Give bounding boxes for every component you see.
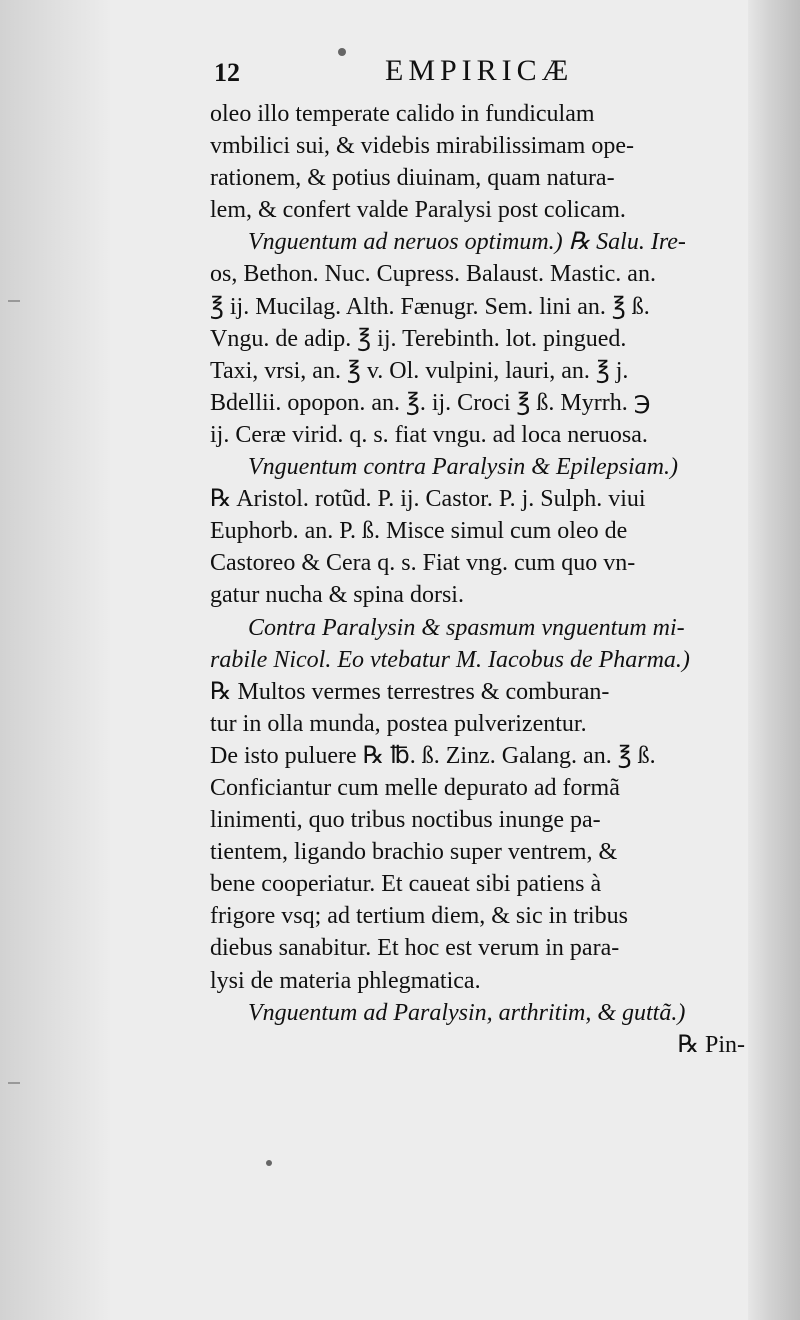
text-line: De isto puluere ℞ ℔. ß. Zinz. Galang. an. ℥ ß. <box>210 742 656 769</box>
text-line: oleo illo temperate calido in fundiculam <box>210 101 595 127</box>
text-line: Conficiantur cum melle depurato ad formã <box>210 774 620 801</box>
running-head: EMPIRICÆ <box>385 54 574 87</box>
text-line: ℞ Aristol. rotũd. P. ij. Castor. P. j. Sulph. viui <box>210 486 646 513</box>
text-line: lem, & confert valde Paralysi post colicam. <box>210 197 626 224</box>
text-line: Vnguentum contra Paralysin & Epilepsiam.) <box>248 454 678 481</box>
text-line: ℥ ij. Mucilag. Alth. Fænugr. Sem. lini an. ℥ ß. <box>210 293 650 320</box>
text-line: Taxi, vrsi, an. ℥ v. Ol. vulpini, lauri, an. ℥ j. <box>210 357 629 384</box>
text-block <box>210 52 765 1061</box>
text-line: Euphorb. an. P. ß. Misce simul cum oleo de <box>210 518 628 545</box>
margin-mark <box>8 1082 20 1084</box>
text-line: rationem, & potius diuinam, quam natura- <box>210 165 615 192</box>
text-line: ij. Ceræ virid. q. s. fiat vngu. ad loca neruosa. <box>210 421 648 448</box>
page-header <box>210 52 765 98</box>
catchword: ℞ Pin- <box>677 1031 745 1058</box>
page-gutter <box>0 0 110 1320</box>
text-line: lysi de materia phlegmatica. <box>210 967 481 994</box>
text-line: tur in olla munda, postea pulverizentur. <box>210 710 587 737</box>
text-line: Vnguentum ad neruos optimum.) ℞ Salu. Ire- <box>248 229 686 256</box>
text-line: diebus sanabitur. Et hoc est verum in para- <box>210 935 620 962</box>
ink-spot <box>266 1160 272 1166</box>
text-line: bene cooperiatur. Et caueat sibi patiens à <box>210 871 602 898</box>
text-line: rabile Nicol. Eo vtebatur M. Iacobus de Pharma.) <box>210 646 690 673</box>
text-line: Castoreo & Cera q. s. Fiat vng. cum quo vn- <box>210 550 636 577</box>
text-line: tientem, ligando brachio super ventrem, & <box>210 839 618 866</box>
text-line: Bdellii. opopon. an. ℥. ij. Croci ℥ ß. Myrrh. ℈ <box>210 389 651 416</box>
text-line: vmbilici sui, & videbis mirabilissimam ope- <box>210 133 634 160</box>
text-line: ℞ Multos vermes terrestres & comburan- <box>210 678 610 705</box>
text-line: linimenti, quo tribus noctibus inunge pa- <box>210 807 601 834</box>
text-line: os, Bethon. Nuc. Cupress. Balaust. Mastic. an. <box>210 261 656 288</box>
text-line: frigore vsq; ad tertium diem, & sic in tribus <box>210 903 628 930</box>
text-line: Vngu. de adip. ℥ ij. Terebinth. lot. pingued. <box>210 325 627 352</box>
text-line: Vnguentum ad Paralysin, arthritim, & guttã.) <box>248 999 686 1026</box>
margin-mark <box>8 300 20 302</box>
page-number: 12 <box>214 58 240 87</box>
text-line: Contra Paralysin & spasmum vnguentum mi- <box>248 614 685 641</box>
text-lines <box>210 98 765 1029</box>
text-line: gatur nucha & spina dorsi. <box>210 582 464 609</box>
